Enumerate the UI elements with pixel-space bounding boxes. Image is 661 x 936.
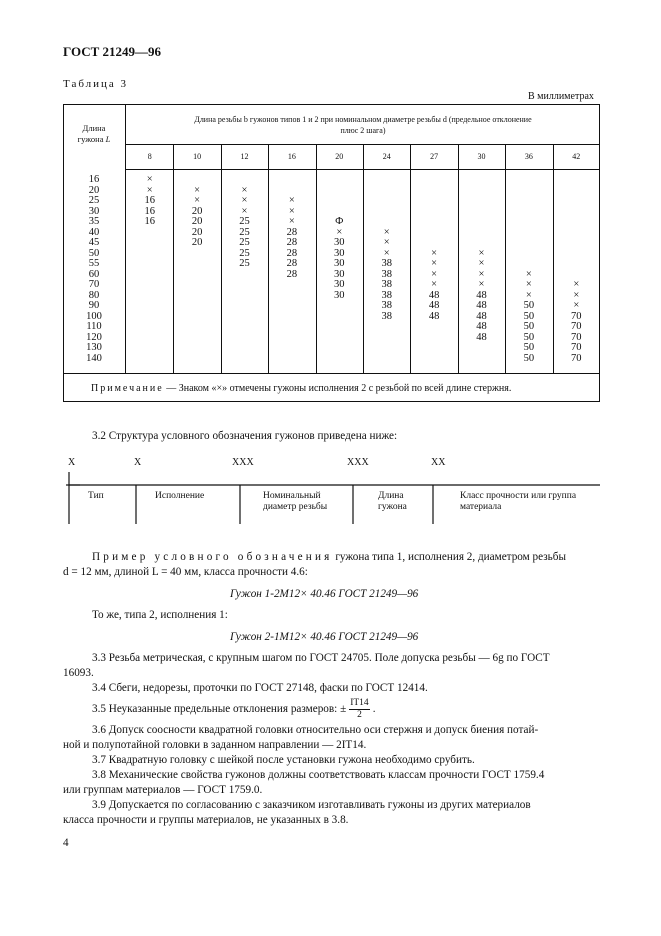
diameter-column [553,175,600,364]
table-cell [268,333,315,344]
table-cell [221,343,268,354]
diameter-header: 20 [335,152,344,161]
table-cell: Ф [335,216,344,227]
table-cell: 48 [476,310,487,322]
table-units: В миллиметрах [528,91,594,102]
table-cell: 70 [571,352,582,364]
label-length-line1: Длина [378,491,404,501]
table-cell [458,207,505,218]
table-cell: 25 [239,247,250,259]
table-cell [505,207,552,218]
table-cell [410,186,457,197]
table-cell: 38 [381,258,392,269]
table-cell [221,333,268,344]
table-cell: × [478,268,485,280]
table-cell [363,186,410,197]
length-value: 60 [88,268,100,280]
diameter-column [268,175,315,364]
table-cell [268,175,315,186]
section-3-8-line2: или группам материалов — ГОСТ 1759.0. [63,784,263,796]
table-cell [363,217,410,228]
table-cell [505,238,552,249]
table-cell [316,175,363,186]
table-cell: 28 [286,237,298,248]
table-cell [553,228,600,239]
table-cell [173,270,220,281]
table-cell [221,280,268,291]
example-lead-rest: гужона типа 1, исполнения 2, диаметром резьбы [332,551,566,563]
length-value: 50 [88,247,100,259]
table-cell: × [573,300,580,311]
table-cell [458,217,505,228]
table-cell [173,312,220,323]
table-cell [268,280,315,291]
label-class-line1: Класс прочности или группа [460,491,577,501]
section-3-3-line2: 16093. [63,667,94,679]
table-cell: × [431,268,438,280]
table-cell [126,249,173,260]
section-3-3-line1: 3.3 Резьба метрическая, с крупным шагом по ГОСТ 24705. Поле допуска резьбы — 6g по ГОСТ [92,652,550,664]
table-cell [505,175,552,186]
length-value: 40 [88,226,100,238]
table-cell [458,196,505,207]
table-cell: 20 [191,237,203,248]
table-cell: 48 [428,310,440,322]
table-cell [316,343,363,354]
table-cell [410,354,457,365]
table-cell [553,207,600,218]
label-class [460,491,576,513]
table-cell: × [573,289,580,301]
table-note [91,383,511,394]
table-cell [458,186,505,197]
table-cell [363,196,410,207]
table-cell [410,333,457,344]
table-cell: 30 [334,258,345,269]
table-cell: 30 [334,237,345,248]
table-cell [553,259,600,270]
diameter-header: 8 [147,152,152,161]
label-diameter [263,491,327,513]
length-values-column [63,175,125,364]
length-value: 25 [88,195,100,206]
section-3-5-end: . [372,703,376,715]
diameter-column [221,175,268,364]
table-cell [505,186,552,197]
table-cell [505,249,552,260]
table-cell: × [525,279,532,290]
table-cell: × [383,226,390,238]
length-value: 16 [88,174,100,185]
table-cell: 50 [523,352,535,364]
diameter-header: 12 [240,152,249,161]
table-cell: × [288,205,295,217]
length-value: 120 [86,331,102,343]
table-cell [173,175,220,186]
diameter-header: 27 [430,152,439,161]
table-cell: 28 [286,258,298,269]
table-caption: Таблица 3 [63,78,129,90]
table-cell: × [573,279,580,290]
table-cell [410,175,457,186]
table-cell: 50 [523,342,535,353]
thread-length-table [63,104,600,402]
table-cell [126,322,173,333]
table-cell: × [241,195,248,206]
table-cell [173,291,220,302]
label-length [378,491,407,513]
table-cell [363,322,410,333]
table-cell [173,301,220,312]
table-cell [410,228,457,239]
example-line2: d = 12 мм, длиной L = 40 мм, класса прочности 4.6: [63,566,308,578]
document-code: ГОСТ 21249—96 [63,44,162,59]
table-cell [458,228,505,239]
table-cell: 48 [476,289,487,301]
table-cell [268,343,315,354]
example-formula-2: Гужон 2-1М12× 40.46 ГОСТ 21249—96 [230,631,419,643]
table-cell: × [146,184,153,196]
diameter-column [173,175,220,364]
table-cell [221,354,268,365]
table-cell [505,217,552,228]
diameter-column [126,175,173,364]
table-cell [126,301,173,312]
page-number: 4 [63,837,69,849]
table-cell [221,291,268,302]
designation-diagram [0,455,661,535]
table-cell [221,322,268,333]
section-3-5-text: 3.5 Неуказанные предельные отклонения размеров: ± [92,703,347,715]
table-cell [126,280,173,291]
example-line1 [92,550,566,564]
table-cell [173,249,220,260]
section-3-8-line1: 3.8 Механические свойства гужонов должны соответствовать классам прочности ГОСТ 1759.4 [92,769,545,781]
length-header-line2: гужона L [77,134,111,144]
table-cell: 70 [571,342,582,353]
length-value: 130 [86,342,102,353]
diameter-header: 16 [287,152,296,161]
diameter-header: 10 [193,152,202,161]
length-value: 140 [86,352,102,364]
diameter-header: 36 [524,152,533,161]
table-cell [268,301,315,312]
table-cell [126,291,173,302]
table-cell: 48 [428,300,440,311]
table-cell: × [288,216,295,227]
table-cell [316,301,363,312]
length-value: 55 [88,258,100,269]
label-class-line2: материала [460,502,502,512]
table-cell [126,343,173,354]
length-value: 30 [88,205,100,217]
length-value: 80 [88,289,100,301]
table-cell: 50 [523,331,535,343]
length-value: 90 [88,300,100,311]
table-cell [458,343,505,354]
label-length-line2: гужона [378,502,407,512]
table-cell: × [241,205,248,217]
table-cell [126,333,173,344]
table-cell [268,291,315,302]
table-cell: 48 [476,321,487,332]
table-cell [126,270,173,281]
table-cell: × [431,247,438,259]
table-cell: 16 [144,195,155,206]
table-cell: 25 [239,226,250,238]
table-cell [221,175,268,186]
table-cell [410,238,457,249]
label-version: Исполнение [155,491,205,501]
table-cell [458,238,505,249]
table-cell [505,228,552,239]
diameter-header: 30 [477,152,486,161]
table-cell [363,207,410,218]
table-cell: × [383,237,390,248]
table-cell [553,196,600,207]
example-lead: Пример условного обозначения [92,551,333,563]
fraction-numerator: IT14 [350,697,369,708]
mark-version: X [134,457,142,468]
table-cell [126,228,173,239]
table-cell: 20 [191,226,203,238]
table-cell: 50 [523,310,535,322]
table-cell [410,207,457,218]
table-cell [553,217,600,228]
length-value: 45 [88,237,100,248]
length-value: 20 [88,184,100,196]
note-label: Примечание [91,383,164,394]
mark-length: XXX [347,457,369,468]
table-cell [316,312,363,323]
table-cell [363,333,410,344]
table-cell: 38 [381,310,392,322]
table-cell [316,354,363,365]
table-cell: × [194,184,201,196]
label-diameter-line1: Номинальный [263,491,321,501]
table-cell [363,343,410,354]
diameter-header: 24 [382,152,391,161]
table-cell: × [478,247,485,259]
table-cell: × [336,226,343,238]
mark-type: X [68,457,76,468]
diameter-header: 42 [572,152,581,161]
table-cell: 25 [239,237,250,248]
table-cell [316,333,363,344]
table-cell: 50 [523,300,535,311]
table-cell [173,343,220,354]
diameter-column [458,175,505,364]
table-cell: 38 [381,268,392,280]
table-cell [126,312,173,323]
table-cell [268,354,315,365]
table-cell: 70 [571,321,582,332]
table-cell [505,196,552,207]
section-3-7: 3.7 Квадратную головку с шейкой после установки гужона необходимо срубить. [92,754,475,766]
table-cell: × [383,247,390,259]
length-column-header [63,123,125,145]
table-cell [553,175,600,186]
table-cell [221,270,268,281]
table-cell: 28 [286,226,298,238]
length-header-line1: Длина [82,123,106,133]
table-cell [316,186,363,197]
mark-class: XX [431,457,446,468]
table-cell: 48 [476,331,487,343]
note-text: — Знаком «×» отмечены гужоны исполнения 2 с резьбой по всей длине стержня. [163,383,512,394]
table-cell [126,354,173,365]
table-cell [458,354,505,365]
diameter-column [363,175,410,364]
table-cell [316,322,363,333]
table-cell: 20 [191,205,203,217]
table-cell: 48 [476,300,487,311]
table-cell: 38 [381,300,392,311]
table-cell: × [146,174,153,185]
table-cell: 70 [571,310,582,322]
table-cell [126,259,173,270]
table-cell [221,312,268,323]
table-cell [173,280,220,291]
table-cell [410,217,457,228]
length-value: 110 [86,321,102,332]
length-value: 70 [88,279,100,290]
table-cell: 48 [428,289,440,301]
thread-header-line1: Длина резьбы b гужонов типов 1 и 2 при номинальном диаметре резьбы d (предельное отклонение [194,115,532,124]
table-cell: 20 [191,216,203,227]
table-cell [268,312,315,323]
table-cell: × [525,268,532,280]
table-cell: × [241,184,248,196]
table-cell: × [478,279,485,290]
table-cell [363,354,410,365]
table-cell [363,175,410,186]
table-cell: 38 [381,279,392,290]
table-cell: 50 [523,321,535,332]
table-cell: 30 [334,289,345,301]
same-type-text: То же, типа 2, исполнения 1: [92,609,228,621]
table-cell: × [431,279,438,290]
table-cell: × [525,289,532,301]
table-cell: 25 [239,258,250,269]
table-cell: 30 [334,268,345,280]
section-3-6-line2: ной и полупотайной головки в заданном направлении — 2IT14. [63,739,367,751]
section-3-2: 3.2 Структура условного обозначения гужонов приведена ниже: [92,430,398,442]
diameter-column [505,175,552,364]
table-cell [410,343,457,354]
diameter-column [410,175,457,364]
table-cell [505,259,552,270]
table-cell: × [478,258,485,269]
thread-length-header [126,114,600,136]
label-type: Тип [88,491,104,501]
table-cell [553,249,600,260]
table-cell [268,322,315,333]
tolerance-fraction [349,698,369,721]
section-3-9-line2: класса прочности и группы материалов, не указанных в 3.8. [63,814,349,826]
table-cell: 30 [334,279,345,290]
table-cell: × [288,195,295,206]
section-3-9-line1: 3.9 Допускается по согласованию с заказчиком изготавливать гужоны из других материалов [92,799,531,811]
length-value: 35 [88,216,100,227]
table-cell [458,175,505,186]
table-cell [553,186,600,197]
table-cell: 16 [144,216,155,227]
table-cell [410,196,457,207]
table-cell [410,322,457,333]
section-3-6-line1: 3.6 Допуск соосности квадратной головки относительно оси стержня и допуск биения потай- [92,724,539,736]
table-cell [316,196,363,207]
length-value: 100 [86,310,102,322]
label-diameter-line2: диаметр резьбы [263,502,328,512]
table-cell: × [194,195,201,206]
section-3-4: 3.4 Сбеги, недорезы, проточки по ГОСТ 27148, фаски по ГОСТ 12414. [92,682,428,694]
table-cell: 30 [334,247,345,259]
table-cell: 70 [571,331,582,343]
example-formula-1: Гужон 1-2М12× 40.46 ГОСТ 21249—96 [230,588,419,600]
table-cell [126,238,173,249]
thread-header-line2: плюс 2 шага) [340,126,386,135]
table-cell: 38 [381,289,392,301]
table-cell [173,354,220,365]
section-3-5 [92,696,375,722]
diameter-column [316,175,363,364]
table-cell [221,301,268,312]
table-cell: × [431,258,438,269]
table-cell [173,259,220,270]
fraction-denominator: 2 [357,709,362,720]
mark-diameter: XXX [232,457,254,468]
table-cell: 28 [286,247,298,259]
table-cell [173,322,220,333]
table-cell: 16 [144,205,155,217]
table-cell [173,333,220,344]
table-cell [553,238,600,249]
table-cell: 25 [239,216,250,227]
table-cell: 28 [286,268,298,280]
